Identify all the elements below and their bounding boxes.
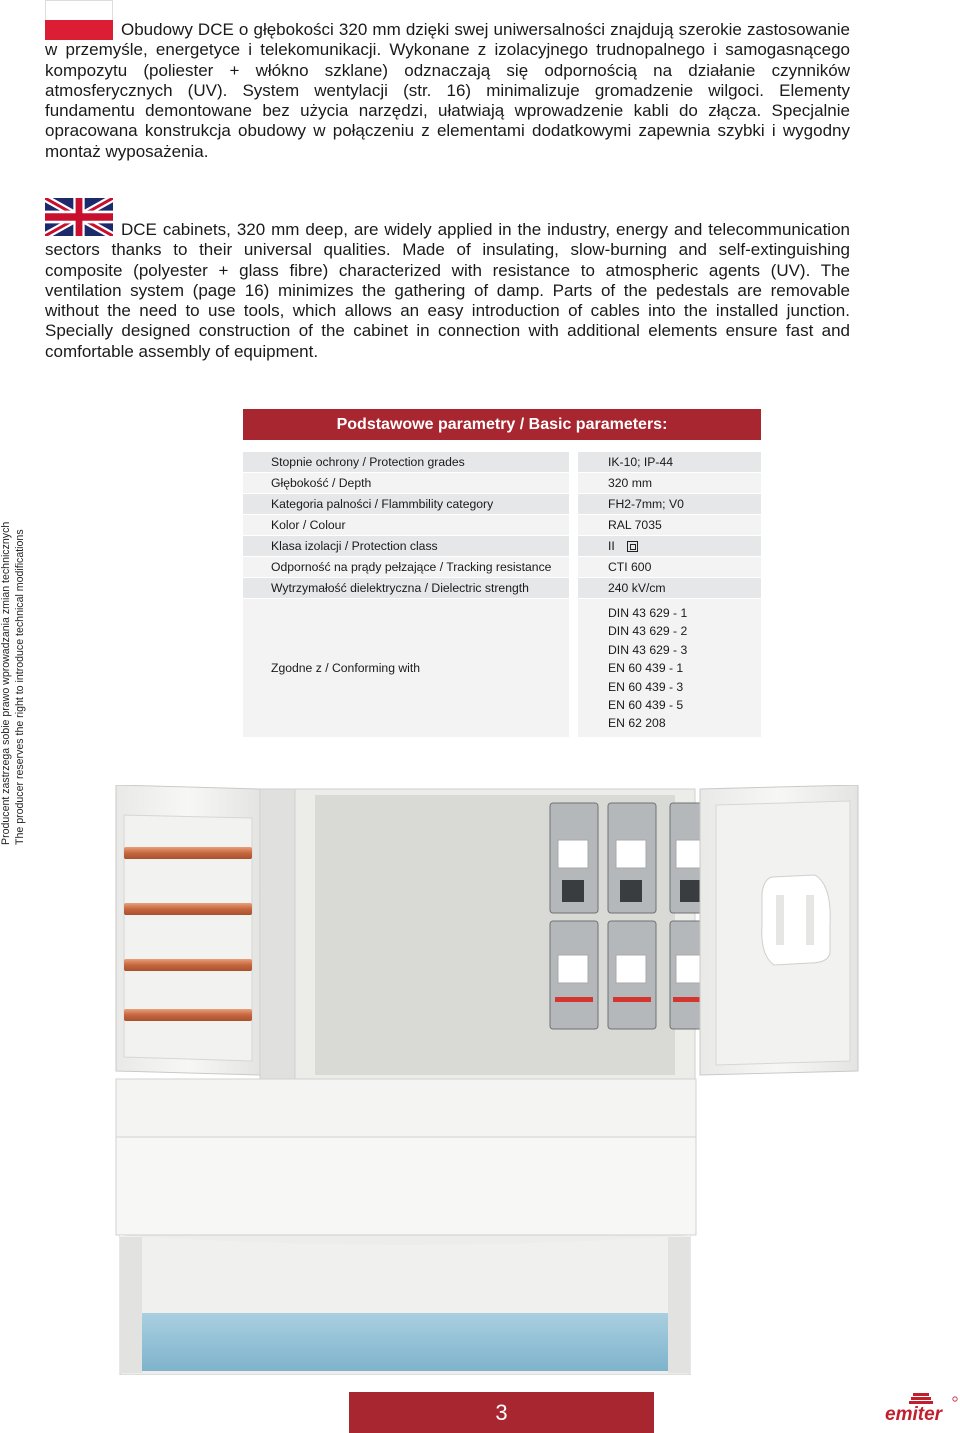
conforming-item: DIN 43 629 - 1 [608, 606, 688, 620]
param-label-tracking-resistance: Odporność na prądy pełzające / Tracking resistance [243, 557, 569, 577]
conforming-item: EN 60 439 - 3 [608, 679, 684, 694]
copper-busbar [124, 1009, 252, 1021]
parameters-header: Podstawowe parametry / Basic parameters: [243, 409, 761, 440]
parameters-labels [243, 452, 569, 737]
param-value-depth: 320 mm [578, 473, 761, 493]
param-value-protection-grades: IK-10; IP-44 [578, 452, 761, 472]
english-description [45, 220, 850, 362]
parameters-values [578, 452, 761, 737]
param-label-depth: Głębokość / Depth [243, 473, 569, 493]
cabinet-product-image [110, 785, 860, 1375]
conforming-item: EN 60 439 - 5 [608, 698, 684, 713]
copper-busbar [124, 847, 252, 859]
param-label-flammability: Kategoria palności / Flammbility category [243, 494, 569, 514]
page-number: 3 [349, 1392, 654, 1433]
polish-description [45, 20, 850, 162]
param-label-protection-grades: Stopnie ochrony / Protection grades [243, 452, 569, 472]
copper-busbar [124, 959, 252, 971]
protection-class-text: II [608, 539, 615, 553]
conforming-list [608, 604, 687, 733]
logo-text: emiter [885, 1404, 943, 1423]
param-value-dielectric-strength: 240 kV/cm [578, 578, 761, 598]
conforming-item: DIN 43 629 - 3 [608, 642, 688, 657]
param-value-protection-class [578, 536, 761, 556]
copper-busbar [124, 903, 252, 915]
param-label-colour: Kolor / Colour [243, 515, 569, 535]
emiter-logo [883, 1393, 958, 1423]
param-label-dielectric-strength: Wytrzymałość dielektryczna / Dielectric strength [243, 578, 569, 598]
conforming-item: EN 62 208 [608, 716, 666, 731]
english-description-text: DCE cabinets, 320 mm deep, are widely applied in the industry, energy and telecommunication sectors thanks to their universal qualities. Made of insulating, slow-burning and self-extinguishing composite (polyester + glass fibre) characterized with resistance to atmospheric agents (UV). The ventilation system (page 16) minimizes the gathering of damp. Parts of the pedestals are removable without the need to use tools, which allows an easy introduction of cables into the installed junction. Specially designed construction of the cabinet in connection with additional elements ensure fast and comfortable assembly of equipment. [45, 220, 850, 361]
side-disclaimer-en: The producer reserves the right to introduce technical modifications [13, 529, 26, 845]
param-label-protection-class: Klasa izolacji / Protection class [243, 536, 569, 556]
param-value-flammability: FH2-7mm; V0 [578, 494, 761, 514]
polish-description-text: Obudowy DCE o głębokości 320 mm dzięki swej uniwersalności znajdują szerokie zastosowanie w przemyśle, energetyce i telekomunikacji. Wykonane z izolacyjnego trudnopalnego i samogasnącego kompozytu (poliester + włókno szklane) odznaczają się odpornością na działanie czynników atmosferycznych (UV). System wentylacji (str. 16) minimalizuje gromadzenie wilgoci. Elementy fundamentu demontowane bez użycia narzędzi, ułatwiają wprowadzenie kabli do złącza. Specjalnie opracowana konstrukcja obudowy w połączeniu z elementami dodatkowymi zapewnia szybki i wygodny montaż wyposażenia. [45, 20, 850, 161]
param-label-conforming: Zgodne z / Conforming with [243, 599, 569, 737]
conforming-item: EN 60 439 - 1 [608, 661, 684, 676]
side-disclaimer-pl: Producent zastrzega sobie prawo wprowadzania zmian technicznych [0, 521, 12, 845]
side-disclaimer [0, 515, 32, 845]
param-value-colour: RAL 7035 [578, 515, 761, 535]
conforming-item: DIN 43 629 - 2 [608, 624, 688, 639]
double-insulation-icon [627, 541, 638, 552]
param-value-tracking-resistance: CTI 600 [578, 557, 761, 577]
